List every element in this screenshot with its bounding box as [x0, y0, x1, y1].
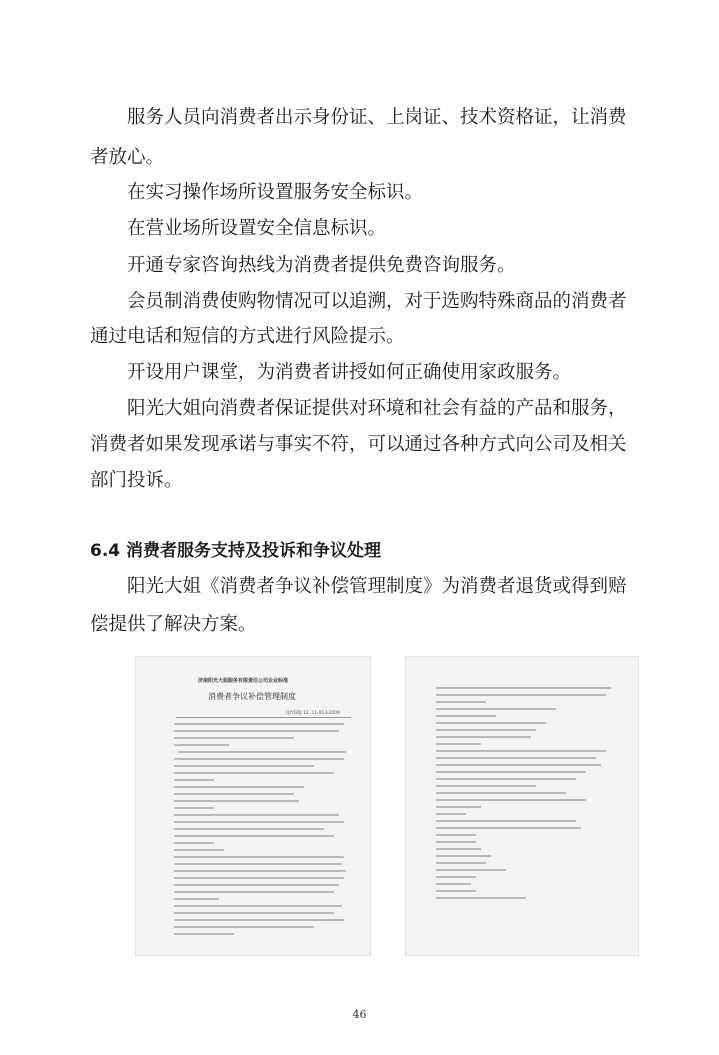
body-line-5: 开通专家咨询热线为消费者提供免费咨询服务。 [127, 255, 516, 276]
doc-title: 消费者争议补偿管理制度 [208, 692, 296, 701]
body-line-10: 消费者如果发现承诺与事实不符，可以通过各种方式向公司及相关 [90, 434, 627, 455]
document-scan-left [135, 656, 371, 956]
section-heading: 6.4 消费者服务支持及投诉和争议处理 [90, 541, 382, 561]
body-line-4: 在营业场所设置安全信息标识。 [127, 218, 387, 239]
body-line-1: 服务人员向消费者出示身份证、上岗证、技术资格证，让消费 [127, 107, 627, 128]
body-line-2: 者放心。 [90, 147, 165, 168]
body-line-9: 阳光大姐向消费者保证提供对环境和社会有益的产品和服务， [127, 398, 627, 419]
body-line-3: 在实习操作场所设置服务安全标识。 [127, 182, 424, 203]
body-line-8: 开设用户课堂，为消费者讲授如何正确使用家政服务。 [127, 362, 572, 383]
doc-code: Q/YGDJ 12. 11-013-2009 [286, 711, 340, 716]
body-line-6: 会员制消费使购物情况可以追溯，对于选购特殊商品的消费者 [127, 291, 627, 312]
document-scan-right [405, 656, 639, 956]
page-number: 46 [352, 1008, 367, 1021]
doc-company-name: 济南阳光大姐服务有限责任公司企业标准 [198, 678, 289, 684]
body-line-7: 通过电话和短信的方式进行风险提示。 [90, 326, 405, 347]
body-line-11: 部门投诉。 [90, 470, 183, 491]
section-line-1: 阳光大姐《消费者争议补偿管理制度》为消费者退货或得到赔 [127, 576, 627, 597]
section-line-2: 偿提供了解决方案。 [90, 614, 257, 635]
